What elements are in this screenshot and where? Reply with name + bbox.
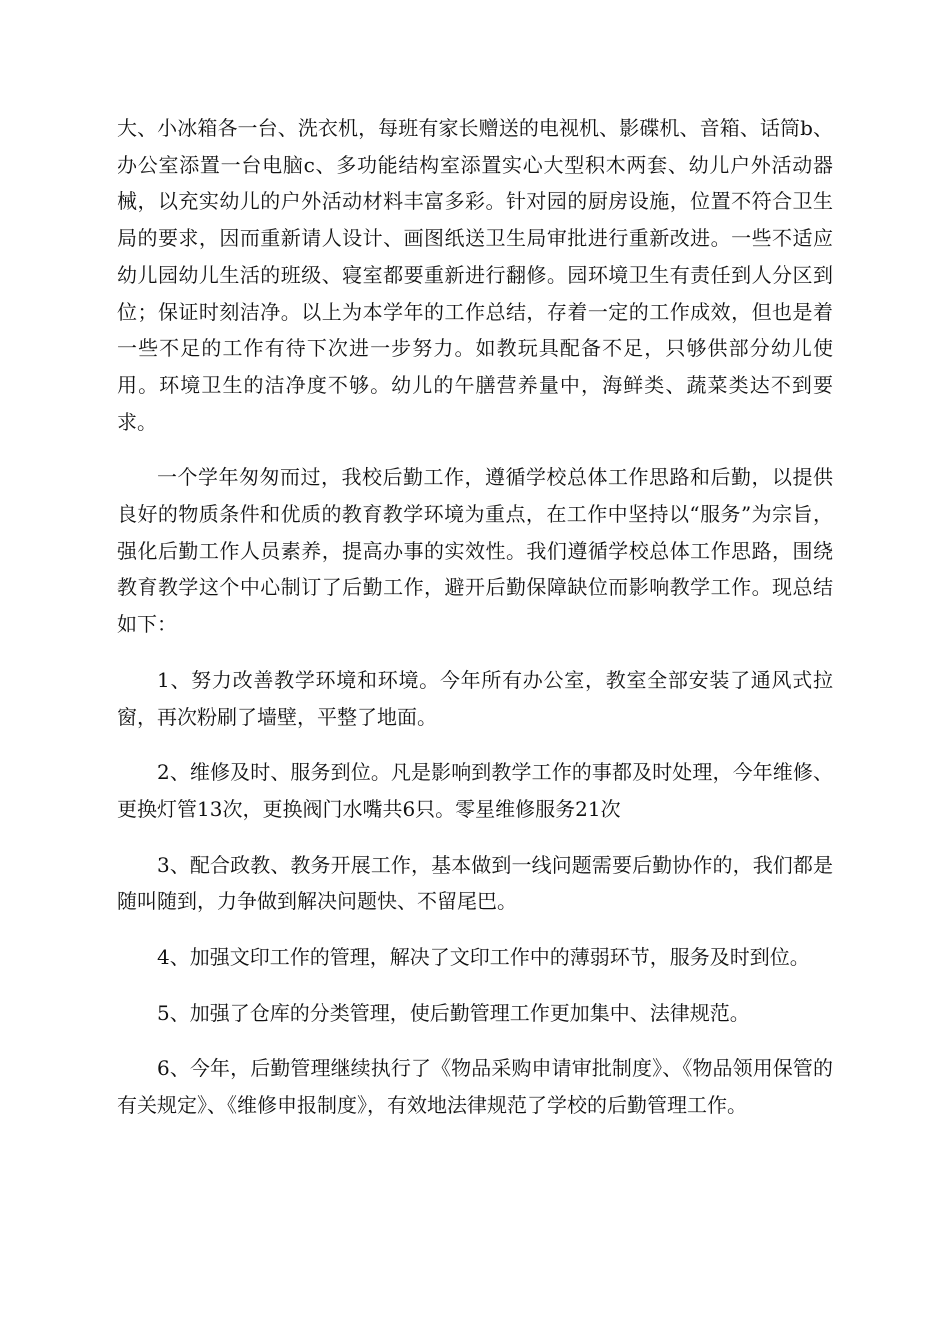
paragraph-item-5: 5、加强了仓库的分类管理，使后勤管理工作更加集中、法律规范。 <box>157 1000 750 1025</box>
paragraph-item-3: 3、配合政教、教务开展工作，基本做到一线问题需要后勤协作的，我们都是随叫随到，力争做到解决问题快、不留尾巴。 <box>117 852 833 914</box>
paragraph-equipment-summary: 大、小冰箱各一台、洗衣机，每班有家长赠送的电视机、影碟机、音箱、话筒b、办公室添置一台电脑c、多功能结构室添置实心大型积木两套、幼儿户外活动器械，以充实幼儿的户外活动材料丰富多彩。针对园的厨房设施，位置不符合卫生局的要求，因而重新请人设计、画图纸送卫生局审批进行重新改进。一些不适应幼儿园幼儿生活的班级、寝室都要重新进行翻修。园环境卫生有责任到人分区到位；保证时刻洁净。以上为本学年的工作总结，存着一定的工作成效，但也是着一些不足的工作有待下次进一步努力。如教玩具配备不足，只够供部分幼儿使用。环境卫生的洁净度不够。幼儿的午膳营养量中，海鲜类、蔬菜类达不到要求。 <box>117 116 833 434</box>
paragraph-item-4: 4、加强文印工作的管理，解决了文印工作中的薄弱环节，服务及时到位。 <box>157 945 810 970</box>
paragraph-logistics-intro: 一个学年匆匆而过，我校后勤工作，遵循学校总体工作思路和后勤，以提供良好的物质条件和优质的教育教学环境为重点，在工作中坚持以“服务”为宗旨，强化后勤工作人员素养，提高办事的实效性。我们遵循学校总体工作思路，围绕教育教学这个中心制订了后勤工作，避开后勤保障缺位而影响教学工作。现总结如下： <box>117 465 833 637</box>
paragraph-item-1: 1、努力改善教学环境和环境。今年所有办公室，教室全部安装了通风式拉窗，再次粉刷了墙壁，平整了地面。 <box>117 667 833 729</box>
paragraph-item-2: 2、维修及时、服务到位。凡是影响到教学工作的事都及时处理，今年维修、更换灯管13次，更换阀门水嘴共6只。零星维修服务21次 <box>117 760 833 821</box>
paragraph-item-6: 6、今年，后勤管理继续执行了《物品采购申请审批制度》、《物品领用保管的有关规定》、《维修申报制度》，有效地法律规范了学校的后勤管理工作。 <box>117 1056 833 1118</box>
document-page <box>117 110 833 1143</box>
